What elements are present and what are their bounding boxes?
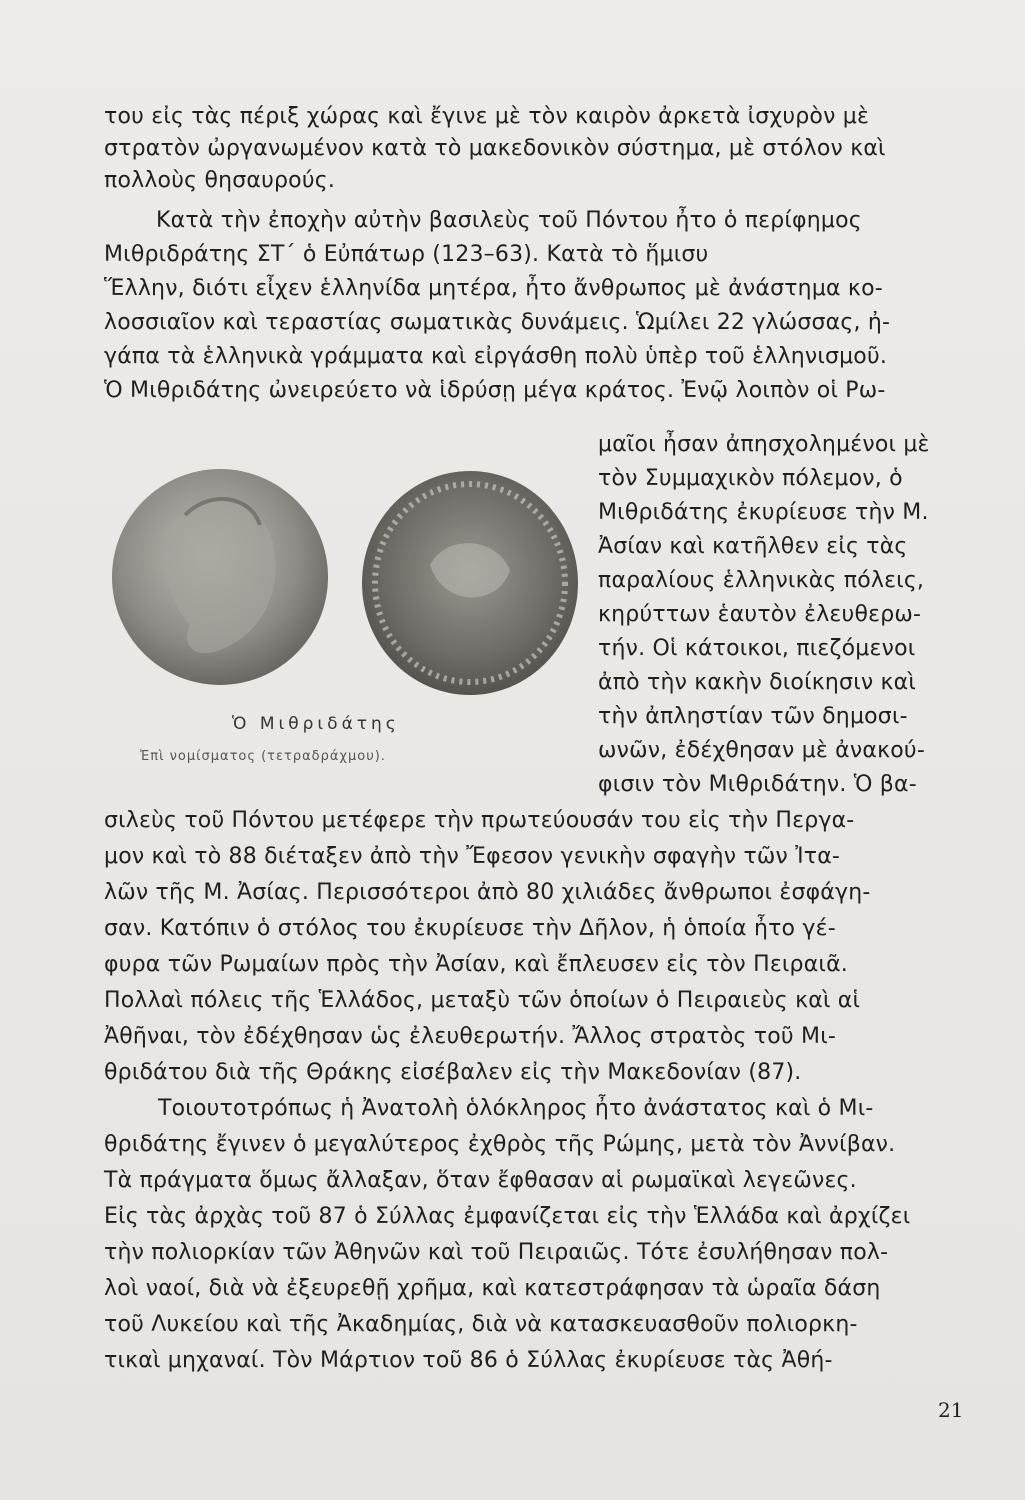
text-line: Τὰ πράγματα ὅμως ἄλλαξαν, ὅταν ἔφθασαν αἱ ρωμαϊκαὶ λεγεῶνες.	[104, 1168, 857, 1193]
text-line: λοσσιαῖον καὶ τεραστίας σωματικὰς δυνάμεις. Ὡμίλει 22 γλώσσας, ἠ-	[104, 310, 891, 335]
coin-illustration	[100, 445, 580, 705]
figure-caption-title: Ὁ Μιθριδάτης	[232, 714, 400, 734]
text-line: φισιν τὸν Μιθριδάτην. Ὁ βα-	[598, 772, 917, 797]
text-line: κηρύττων ἑαυτὸν ἐλευθερω-	[598, 602, 922, 627]
text-line: φυρα τῶν Ρωμαίων πρὸς τὴν Ἀσίαν, καὶ ἔπλευσεν εἰς τὸν Πειραιᾶ.	[104, 952, 848, 977]
text-line: τὴν ἀπληστίαν τῶν δημοσι-	[598, 704, 908, 729]
text-line: μον καὶ τὸ 88 διέταξεν ἀπὸ τὴν Ἔφεσον γενικὴν σφαγὴν τῶν Ἰτα-	[104, 844, 841, 869]
text-line: θριδάτης ἔγινεν ὁ μεγαλύτερος ἐχθρὸς τῆς Ρώμης, μετὰ τὸν Ἀννίβαν.	[104, 1132, 896, 1157]
text-line: Μιθριδάτης ἐκυρίευσε τὴν Μ.	[598, 500, 929, 525]
text-line: τὴν πολιορκίαν τῶν Ἀθηνῶν καὶ τοῦ Πειραιῶς. Τότε ἐσυλήθησαν πολ-	[104, 1240, 889, 1265]
text-line: τοῦ Λυκείου καὶ τῆς Ἀκαδημίας, διὰ νὰ κατασκευασθοῦν πολιορκη-	[104, 1312, 858, 1337]
text-line: Εἰς τὰς ἀρχὰς τοῦ 87 ὁ Σύλλας ἐμφανίζεται εἰς τὴν Ἑλλάδα καὶ ἀρχίζει	[104, 1204, 911, 1229]
text-line: στρατὸν ὠργανωμένον κατὰ τὸ μακεδονικὸν σύστημα, μὲ στόλον καὶ	[104, 136, 886, 161]
coin-obverse	[112, 469, 328, 685]
text-line: Ἕλλην, διότι εἶχεν ἑλληνίδα μητέρα, ἦτο ἄνθρωπος μὲ ἀνάστημα κο-	[104, 276, 883, 301]
text-line: τήν. Οἱ κάτοικοι, πιεζόμενοι	[598, 636, 916, 661]
text-line: του εἰς τὰς πέριξ χώρας καὶ ἔγινε μὲ τὸν καιρὸν ἀρκετὰ ἰσχυρὸν μὲ	[104, 104, 870, 129]
text-line: σαν. Κατόπιν ὁ στόλος του ἐκυρίευσε τὴν Δῆλον, ἡ ὁποία ἦτο γέ-	[104, 916, 836, 941]
text-line: πολλοὺς θησαυρούς.	[104, 168, 336, 193]
text-line: ωνῶν, ἐδέχθησαν μὲ ἀνακού-	[598, 738, 925, 763]
text-line: μαῖοι ἦσαν ἀπησχολημένοι μὲ	[598, 432, 930, 457]
text-line: Ὁ Μιθριδάτης ὠνειρεύετο νὰ ἱδρύσῃ μέγα κράτος. Ἐνῷ λοιπὸν οἱ Ρω-	[104, 378, 886, 403]
coin-reverse	[362, 471, 578, 695]
text-line: τὸν Συμμαχικὸν πόλεμον, ὁ	[598, 466, 903, 491]
text-line: ἀπὸ τὴν κακὴν διοίκησιν καὶ	[598, 670, 917, 695]
text-line: λοὶ ναοί, διὰ νὰ ἐξευρεθῇ χρῆμα, καὶ κατεστράφησαν τὰ ὡραῖα δάση	[104, 1276, 881, 1301]
text-line: γάπα τὰ ἑλληνικὰ γράμματα καὶ εἰργάσθη πολὺ ὑπὲρ τοῦ ἑλληνισμοῦ.	[104, 344, 888, 369]
text-line: θριδάτου διὰ τῆς Θράκης εἰσέβαλεν εἰς τὴν Μακεδονίαν (87).	[104, 1060, 802, 1085]
text-line: λῶν τῆς Μ. Ἀσίας. Περισσότεροι ἀπὸ 80 χιλιάδες ἄνθρωποι ἐσφάγη-	[104, 880, 871, 905]
text-line: Ἀσίαν καὶ κατῆλθεν εἰς τὰς	[598, 534, 908, 559]
text-line: Πολλαὶ πόλεις τῆς Ἑλλάδος, μεταξὺ τῶν ὁποίων ὁ Πειραιεὺς καὶ αἱ	[104, 988, 861, 1013]
text-line: Τοιουτοτρόπως ἡ Ἀνατολὴ ὁλόκληρος ἦτο ἀνάστατος καὶ ὁ Μι-	[158, 1096, 874, 1121]
text-line: τικαὶ μηχαναί. Τὸν Μάρτιον τοῦ 86 ὁ Σύλλας ἐκυρίευσε τὰς Ἀθή-	[104, 1348, 833, 1373]
text-line: Ἀθῆναι, τὸν ἐδέχθησαν ὡς ἐλευθερωτήν. Ἄλλος στρατὸς τοῦ Μι-	[104, 1024, 836, 1049]
text-line: σιλεὺς τοῦ Πόντου μετέφερε τὴν πρωτεύουσάν του εἰς τὴν Περγα-	[104, 808, 855, 833]
text-line: Μιθριδράτης ΣΤ΄ ὁ Εὐπάτωρ (123–63). Κατὰ τὸ ἥμισυ	[104, 242, 709, 267]
page-number: 21	[938, 1398, 964, 1422]
figure-caption-subtitle: Ἐπὶ νομίσματος (τετραδράχμου).	[140, 749, 386, 764]
text-line: Κατὰ τὴν ἐποχὴν αὐτὴν βασιλεὺς τοῦ Πόντου ἦτο ὁ περίφημος	[156, 208, 862, 233]
text-line: παραλίους ἑλληνικὰς πόλεις,	[598, 568, 925, 593]
